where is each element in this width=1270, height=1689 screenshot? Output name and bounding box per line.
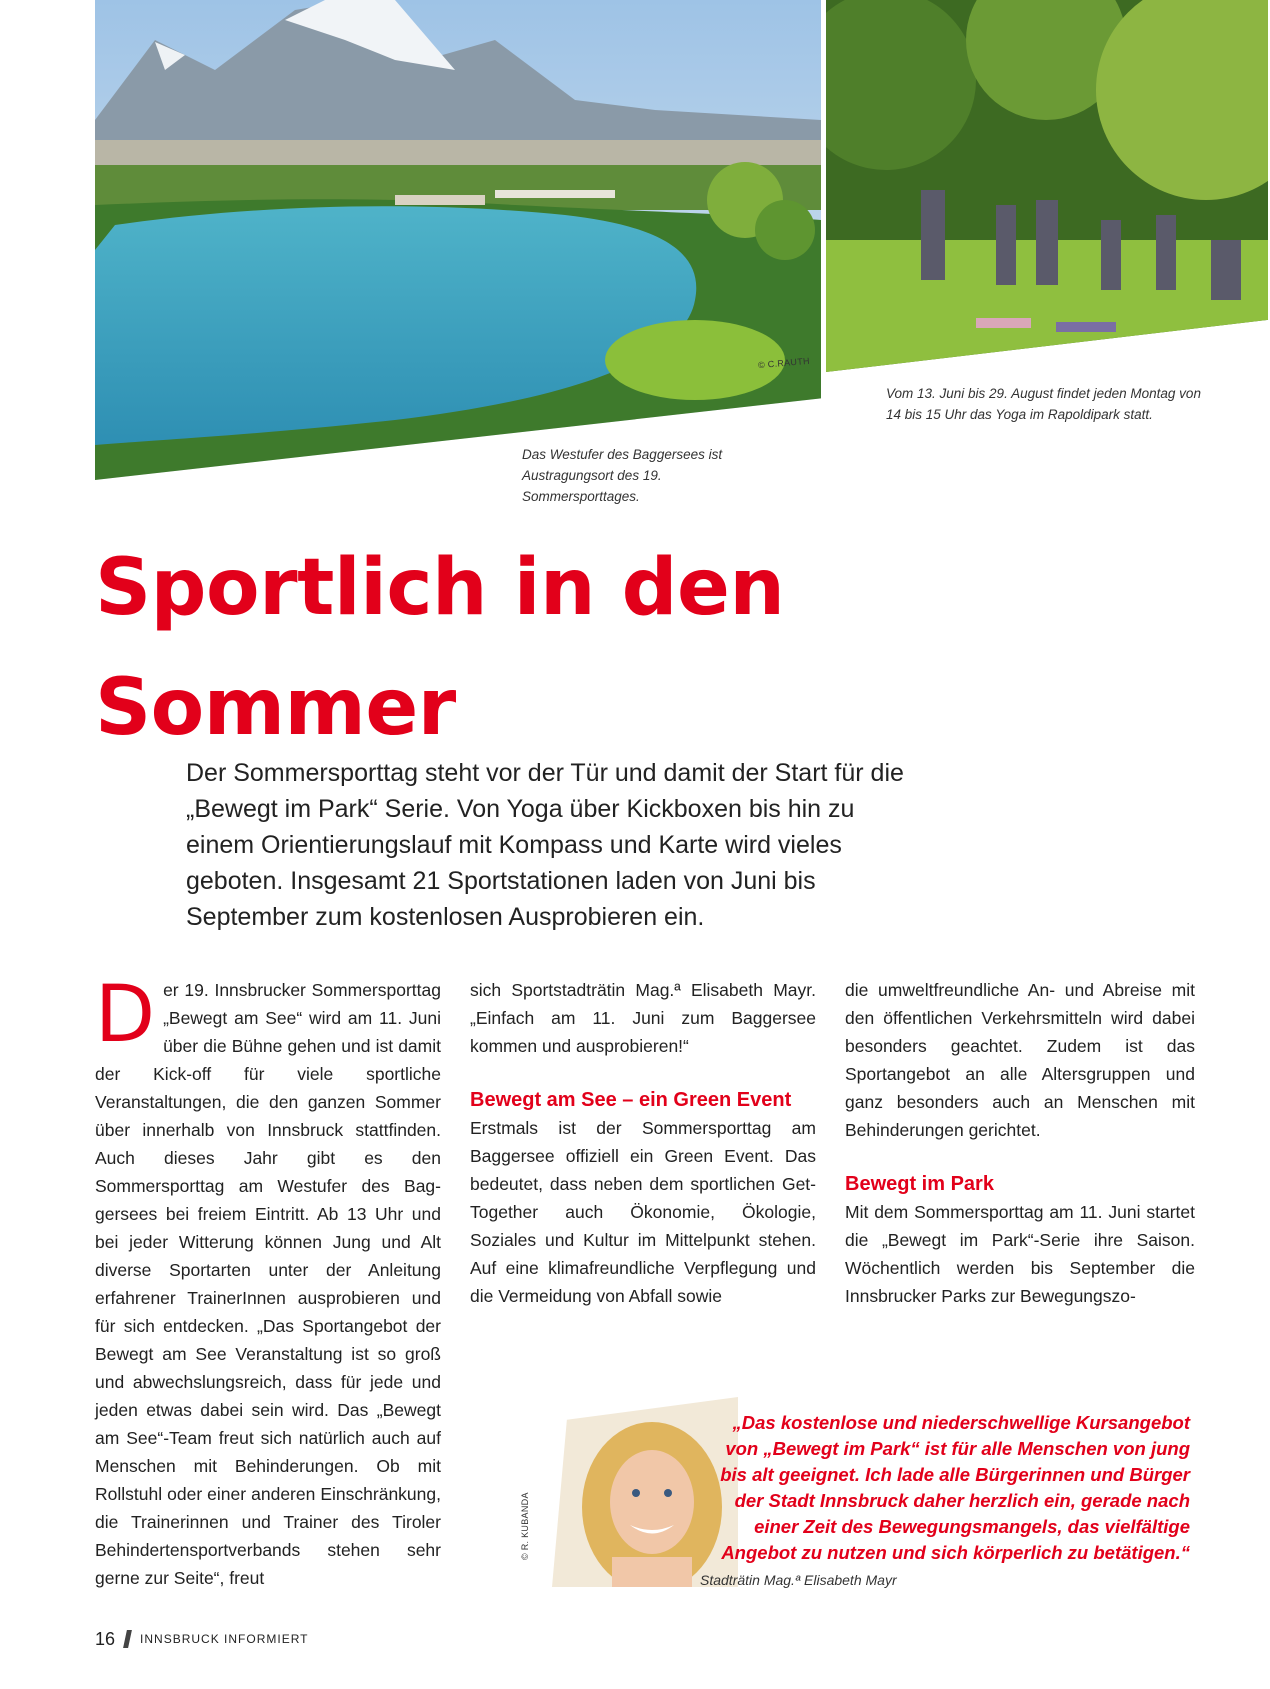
quote-source: Stadträtin Mag.ª Elisabeth Mayr bbox=[700, 1572, 897, 1588]
column-2-intro: sich Sportstadträtin Mag.ª Elisabeth Mayr. „Einfach am 11. Juni zum Baggersee kommen und ausprobieren!“ bbox=[470, 980, 816, 1056]
subhead-green-event: Bewegt am See – ein Green Event bbox=[470, 1089, 792, 1111]
page-title: Sportlich in den Sommer bbox=[95, 543, 785, 753]
column-3-body: Mit dem Sommersporttag am 11. Juni startet die „Bewegt im Park“-Serie ihre Saison. Wöchentlich werden bis September die Innsbrucker Parks zur Bewegungszo- bbox=[845, 1202, 1195, 1306]
footer-separator bbox=[123, 1630, 132, 1648]
lake-photo-credit: © C.RAUTH bbox=[757, 355, 811, 371]
yoga-photo-caption: Vom 13. Juni bis 29. August findet jeden Montag von 14 bis 15 Uhr das Yoga im Rapoldipark statt. bbox=[886, 386, 1201, 422]
drop-cap: D bbox=[95, 970, 156, 1060]
pull-quote: „Das kostenlose und niederschwellige Kursangebot von „Bewegt im Park“ ist für alle Menschen von jung bis alt geeignet. Ich lade alle Bürgerinnen und Bürger der Stadt Innsbruck daher herzlich ein, gerade nach einer Zeit des Bewegungsmangels, das vielfältige Angebot zu nutzen und sich körperlich zu betätigen.“ bbox=[720, 1412, 1190, 1563]
column-2-body: Erstmals ist der Sommersporttag am Baggersee offiziell ein Green Event. Das bedeutet, dass neben dem sportlichen Get-Together auch Ökonomie, Ökologie, Soziales und Kultur im Mittelpunkt stehen. Auf eine klimafreundliche Verpflegung und die Vermeidung von Abfall sowie bbox=[470, 1118, 816, 1306]
lake-photo-caption: Das Westufer des Baggersees ist Austragungsort des 19. Sommersporttages. bbox=[522, 447, 723, 504]
lake-photo bbox=[95, 0, 821, 480]
article-column-1 bbox=[95, 970, 441, 1592]
page-footer bbox=[95, 1628, 308, 1650]
page-number: 16 bbox=[95, 1628, 116, 1649]
article-column-2 bbox=[470, 976, 816, 1310]
yoga-photo bbox=[826, 0, 1268, 372]
article-column-3 bbox=[845, 976, 1195, 1310]
lead-paragraph: Der Sommersporttag steht vor der Tür und damit der Start für die „Bewegt im Park“ Serie. Von Yoga über Kickboxen bis hin zu einem Orientierungslauf mit Kompass und Karte wird vieles geboten. Insgesamt 21 Sportstationen laden von Juni bis September zum kostenlosen Ausprobieren ein. bbox=[186, 759, 904, 931]
subhead-bewegt-im-park: Bewegt im Park bbox=[845, 1173, 994, 1195]
portrait-photo-credit: © R. KUBANDA bbox=[520, 1492, 530, 1560]
column-3-intro: die umweltfreundliche An- und Abreise mit den öffentlichen Verkehrsmitteln wird dabei besonders geachtet. Zudem ist das Sportangebot an alle Altersgruppen und ganz besonders auch an Menschen mit Behinderungen gerichtet. bbox=[845, 980, 1195, 1140]
column-1-text: er 19. Innsbrucker Sommersporttag „Bewegt am See“ wird am 11. Juni über die Bühne gehen und ist damit der Kick-off für viele sportliche Veranstaltungen, die den ganzen Sommer über innerhalb von Innsbruck stattfinden. Auch dieses Jahr gibt es den Sommersporttag am Westufer des Baggersees bei freiem Eintritt. Ab 13 Uhr und bei jeder Witterung können Jung und Alt diverse Sportarten unter der Anleitung erfahrener TrainerInnen ausprobieren und für sich entdecken. „Das Sportangebot der Bewegt am See Veranstaltung ist so groß und abwechslungsreich, dass für jede und jeden etwas dabei sein wird. Das „Bewegt am See“-Team freut sich natürlich auch auf Menschen mit Behinderungen. Ob mit Rollstuhl oder einer anderen Einschränkung, die Trainerinnen und Trainer des Tiroler Behindertensportverbands stehen sehr gerne zur Seite“, freut bbox=[95, 980, 441, 1588]
publication-name: INNSBRUCK INFORMIERT bbox=[140, 1632, 309, 1646]
